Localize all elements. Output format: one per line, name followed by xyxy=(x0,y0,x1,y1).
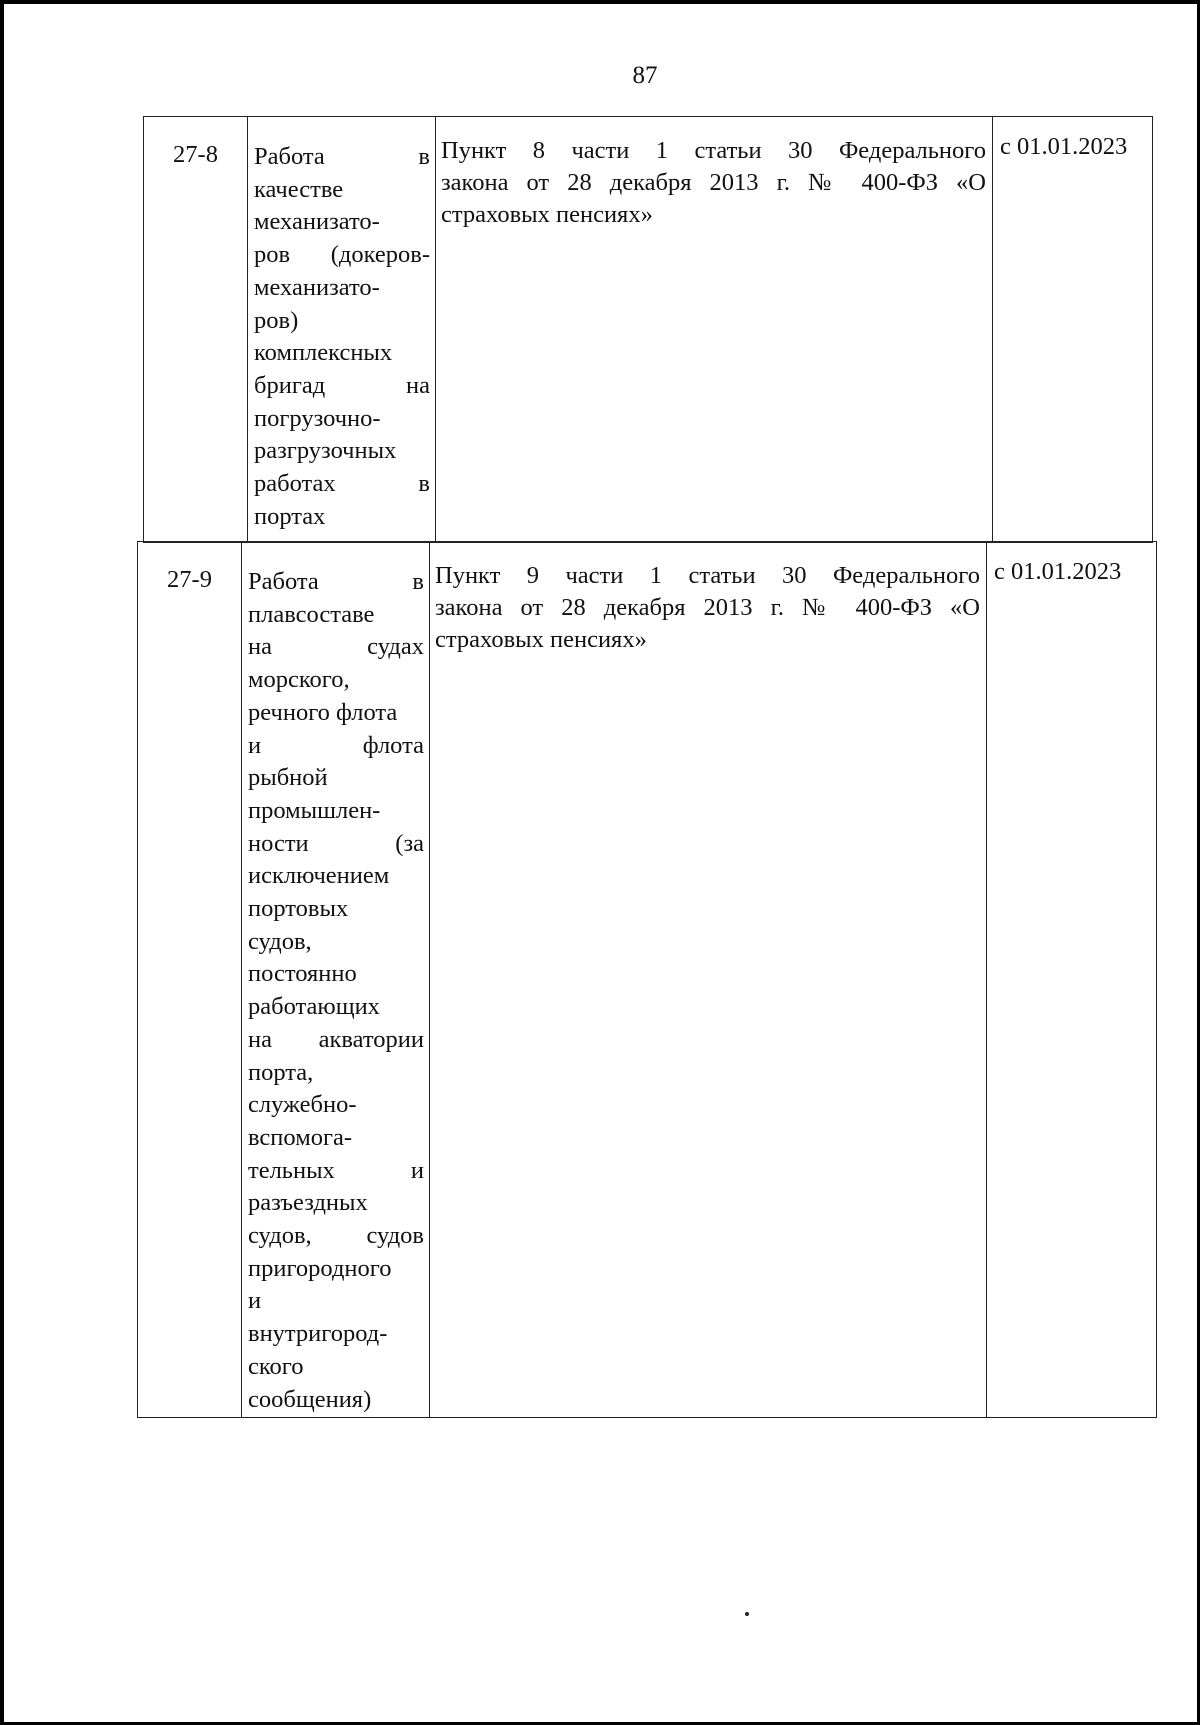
work-type-line: бригад на xyxy=(254,371,430,399)
table-row xyxy=(143,116,1153,543)
legal-basis-cell xyxy=(429,542,986,1417)
work-type-line: ров (докеров- xyxy=(254,241,430,269)
effective-date-cell xyxy=(986,542,1155,1417)
work-type-line: постоянно xyxy=(248,960,357,988)
work-type-line: порта, xyxy=(248,1058,314,1086)
work-type-line: разгрузочных xyxy=(254,437,397,465)
work-type-line: ров) xyxy=(254,306,299,334)
effective-date: с 01.01.2023 xyxy=(994,558,1122,585)
work-type-line: сообщения) xyxy=(248,1385,372,1413)
work-type-cell xyxy=(247,117,435,542)
work-type-line: Работа в xyxy=(254,143,430,170)
work-type-line: комплексных xyxy=(254,339,393,367)
work-type-line: речного флота xyxy=(248,698,398,726)
work-type-line: морского, xyxy=(248,666,350,694)
work-type-line: плавсоставе xyxy=(248,600,375,628)
row-number: 27-9 xyxy=(167,566,212,593)
scan-speck xyxy=(745,1612,749,1616)
effective-date-cell xyxy=(992,117,1151,542)
page-number: 87 xyxy=(632,62,658,89)
work-type-cell xyxy=(241,542,429,1417)
work-type-line: промышлен- xyxy=(248,796,381,824)
legal-basis-line: закона от 28 декабря 2013 г. № 400-ФЗ «О xyxy=(435,594,980,622)
work-type-line: разъездных xyxy=(248,1189,368,1217)
law-table xyxy=(143,116,1153,1416)
work-type-line: и флота xyxy=(248,731,424,759)
work-type-line: судов, судов xyxy=(248,1222,424,1250)
legal-basis-line: страховых пенсиях» xyxy=(441,201,653,229)
work-type-line: пригородного xyxy=(248,1254,392,1282)
work-type-line: работающих xyxy=(248,993,380,1021)
work-type-line: вспомога- xyxy=(248,1123,353,1151)
legal-basis-line: закона от 28 декабря 2013 г. № 400-ФЗ «О xyxy=(441,169,986,197)
legal-basis-line: Пункт 8 части 1 статьи 30 Федерального xyxy=(441,137,986,164)
work-type-line: служебно- xyxy=(248,1091,357,1119)
legal-basis-cell xyxy=(435,117,992,542)
work-type-line: внутригород- xyxy=(248,1320,388,1348)
legal-basis-line: страховых пенсиях» xyxy=(435,626,647,654)
work-type-line: механизато- xyxy=(254,208,380,236)
work-type-line: и xyxy=(248,1287,262,1315)
work-type-line: исключением xyxy=(248,862,390,890)
work-type-line: судов, xyxy=(248,927,312,955)
work-type-line: рыбной xyxy=(248,764,328,792)
work-type-line: качестве xyxy=(254,175,344,203)
row-number-cell xyxy=(138,542,241,1417)
work-type-line: Работа в xyxy=(248,568,424,595)
work-type-line: на судах xyxy=(248,633,424,661)
row-number-cell xyxy=(144,117,247,542)
work-type-line: механизато- xyxy=(254,273,380,301)
work-type-line: ского xyxy=(248,1352,304,1380)
work-type-line: ности (за xyxy=(248,829,424,857)
table-row xyxy=(137,541,1157,1418)
row-number: 27-8 xyxy=(173,141,218,168)
effective-date: с 01.01.2023 xyxy=(1000,133,1128,160)
work-type-line: на акватории xyxy=(248,1025,424,1053)
work-type-line: портовых xyxy=(248,895,349,923)
work-type-line: портах xyxy=(254,502,326,530)
work-type-line: работах в xyxy=(254,470,430,498)
legal-basis-line: Пункт 9 части 1 статьи 30 Федерального xyxy=(435,562,980,589)
work-type-line: тельных и xyxy=(248,1156,424,1184)
work-type-line: погрузочно- xyxy=(254,404,381,432)
